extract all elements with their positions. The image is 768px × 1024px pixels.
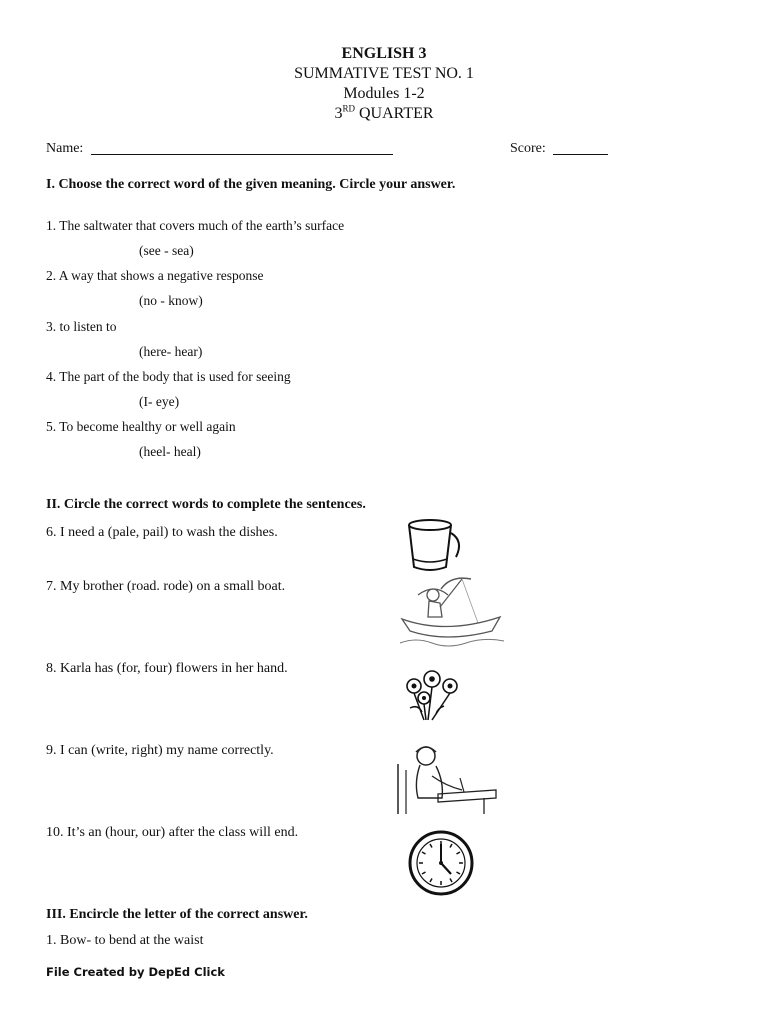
part1-choices-3[interactable]: (here- hear) bbox=[139, 344, 203, 359]
part3-question-1: 1. Bow- to bend at the waist bbox=[46, 933, 204, 948]
part2-sentence-6[interactable]: 6. I need a (pale, pail) to wash the dishes. bbox=[46, 525, 278, 540]
part1-question-2: 2. A way that shows a negative response bbox=[46, 268, 264, 283]
flowers-icon bbox=[400, 668, 466, 728]
score-label: Score: bbox=[510, 141, 546, 156]
part3-heading: III. Encircle the letter of the correct answer. bbox=[46, 907, 308, 922]
part2-sentence-8[interactable]: 8. Karla has (for, four) flowers in her hand. bbox=[46, 661, 288, 676]
subject-title: ENGLISH 3 bbox=[341, 45, 427, 62]
part1-choices-4[interactable]: (I- eye) bbox=[139, 394, 180, 409]
part1-question-5: 5. To become healthy or well again bbox=[46, 419, 236, 434]
quarter-number: 3 bbox=[334, 105, 343, 122]
clock-icon bbox=[406, 828, 476, 898]
part2-heading: II. Circle the correct words to complete the sentences. bbox=[46, 497, 366, 512]
part2-sentence-10[interactable]: 10. It’s an (hour, our) after the class will end. bbox=[46, 825, 299, 840]
footer-credit: File Created by DepEd Click bbox=[46, 965, 225, 979]
quarter-word: QUARTER bbox=[358, 105, 434, 122]
test-title: SUMMATIVE TEST NO. 1 bbox=[294, 65, 474, 82]
part1-heading: I. Choose the correct word of the given meaning. Circle your answer. bbox=[46, 177, 456, 192]
part1-question-4: 4. The part of the body that is used for seeing bbox=[46, 369, 291, 384]
part1-question-1: 1. The saltwater that covers much of the earth’s surface bbox=[46, 218, 345, 233]
boy-writing-icon bbox=[384, 742, 504, 816]
modules-title: Modules 1-2 bbox=[343, 85, 425, 102]
part1-choices-5[interactable]: (heel- heal) bbox=[139, 444, 201, 459]
quarter-title bbox=[0, 104, 768, 124]
part1-question-3: 3. to listen to bbox=[46, 319, 117, 334]
score-field-line[interactable] bbox=[553, 154, 608, 155]
part2-sentence-9[interactable]: 9. I can (write, right) my name correctly. bbox=[46, 743, 274, 758]
part2-sentence-7[interactable]: 7. My brother (road. rode) on a small boat. bbox=[46, 579, 286, 594]
name-label: Name: bbox=[46, 141, 84, 156]
boy-fishing-boat-icon bbox=[396, 573, 510, 653]
part1-choices-2[interactable]: (no - know) bbox=[139, 293, 203, 308]
name-field-line[interactable] bbox=[91, 154, 393, 155]
part1-choices-1[interactable]: (see - sea) bbox=[139, 243, 194, 258]
pail-icon bbox=[400, 515, 466, 573]
quarter-suffix: RD bbox=[342, 103, 355, 114]
